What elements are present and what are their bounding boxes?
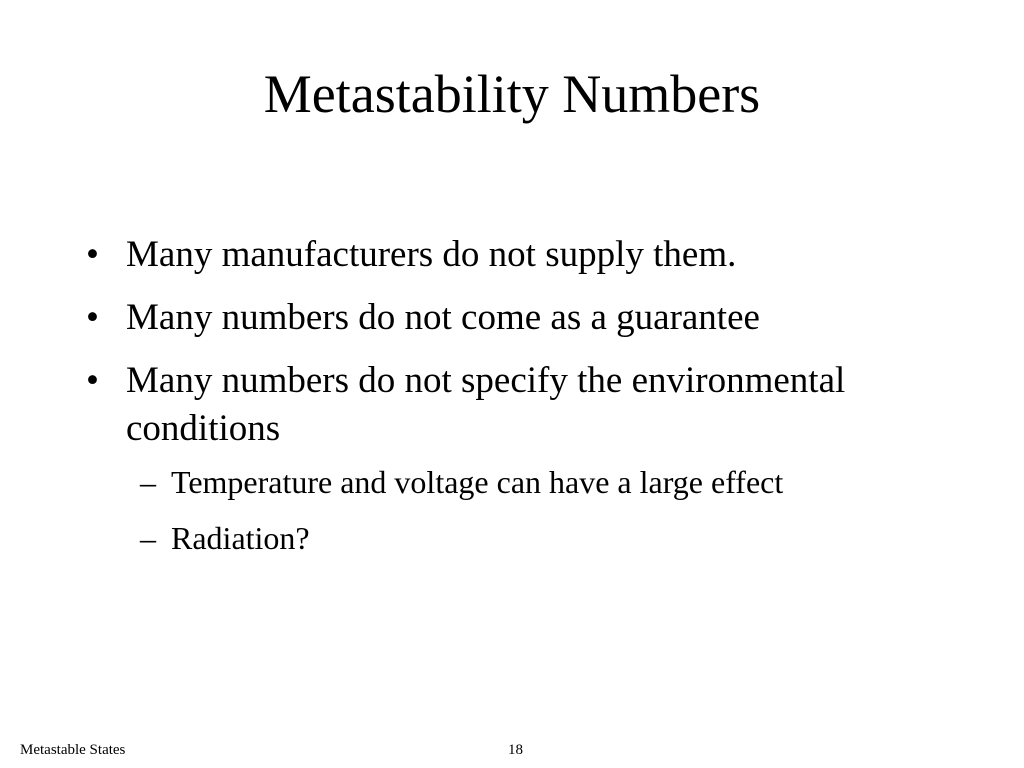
footer-page-number: 18 [508,742,523,758]
bullet-marker: • [86,360,99,401]
footer-presentation-title: Metastable States [20,742,126,758]
subbullet-text: Radiation? [171,520,310,556]
subbullet-text: Temperature and voltage can have a large effect [171,464,784,500]
slide-title: Metastability Numbers [263,64,761,124]
subbullet-marker: – [140,464,156,500]
bullet-marker: • [86,234,99,275]
bullet-list [86,231,986,574]
subbullet-item [126,517,986,559]
bullet-item [86,294,986,342]
subbullet-marker: – [140,520,156,556]
bullet-item [86,231,986,279]
bullet-text: Many manufacturers do not supply them. [126,234,737,275]
bullet-text: Many numbers do not come as a guarantee [126,297,760,338]
subbullet-item [126,461,986,503]
bullet-item [86,357,986,559]
bullet-text: Many numbers do not specify the environmental conditions [126,360,846,449]
bullet-marker: • [86,297,99,338]
subbullet-list [126,461,986,559]
